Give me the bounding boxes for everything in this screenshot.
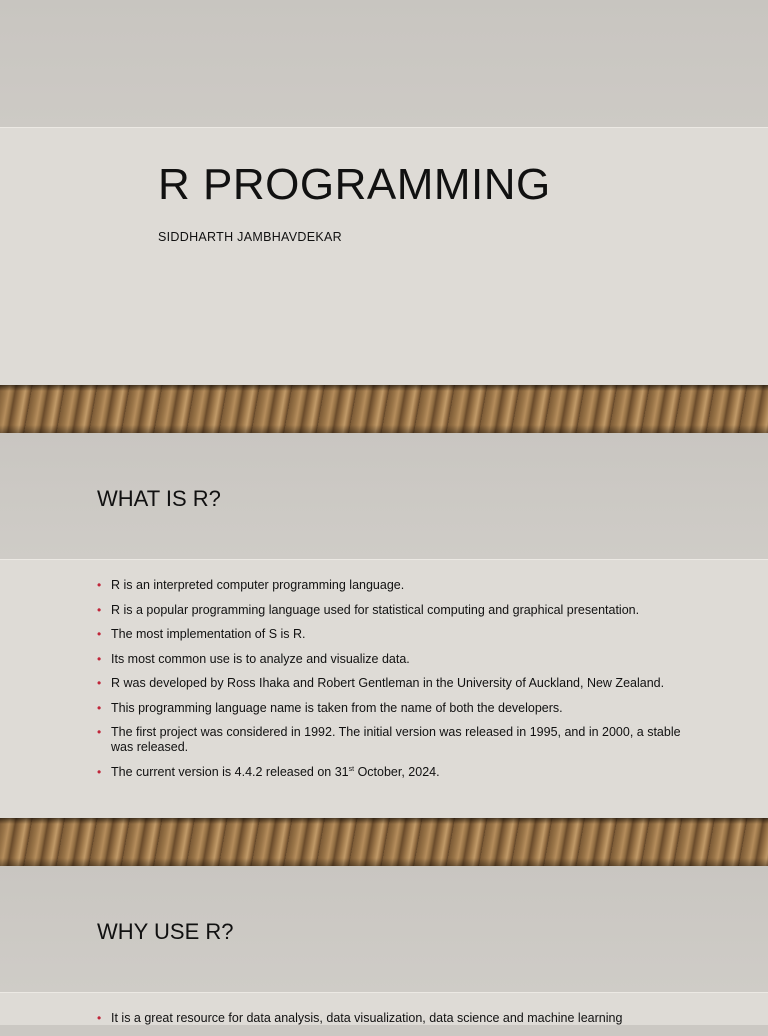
current-version-text: The current version is 4.4.2 released on 31 xyxy=(111,764,349,779)
page-title: R PROGRAMMING xyxy=(158,160,551,209)
current-version-date: October, 2024. xyxy=(354,764,440,779)
list-item: • This programming language name is taken from the name of both the developers. xyxy=(97,701,687,716)
section-title-why-use-r: WHY USE R? xyxy=(97,919,234,944)
list-item: • It is a great resource for data analysis, data visualization, data science and machine learning xyxy=(97,1011,687,1026)
wood-floor-divider xyxy=(0,385,768,433)
list-item: • R is a popular programming language used for statistical computing and graphical presentation. xyxy=(97,603,687,618)
bullet-list-why-use-r xyxy=(97,1011,687,1036)
bullet-list-what-is-r xyxy=(97,578,687,789)
list-item xyxy=(97,765,687,780)
section-title-what-is-r: WHAT IS R? xyxy=(97,486,221,511)
wood-floor-divider xyxy=(0,818,768,866)
list-item: • The first project was considered in 1992. The initial version was released in 1995, and in 2000, a stable was released. xyxy=(97,725,687,755)
ordinal-suffix: st xyxy=(348,765,355,773)
list-item: • The most implementation of S is R. xyxy=(97,627,687,642)
author-subtitle: SIDDHARTH JAMBHAVDEKAR xyxy=(158,230,342,244)
top-grey-band xyxy=(0,0,768,127)
list-item: • R is an interpreted computer programming language. xyxy=(97,578,687,593)
list-item: • Its most common use is to analyze and visualize data. xyxy=(97,652,687,667)
list-item: • R was developed by Ross Ihaka and Robert Gentleman in the University of Auckland, New Zealand. xyxy=(97,676,687,691)
